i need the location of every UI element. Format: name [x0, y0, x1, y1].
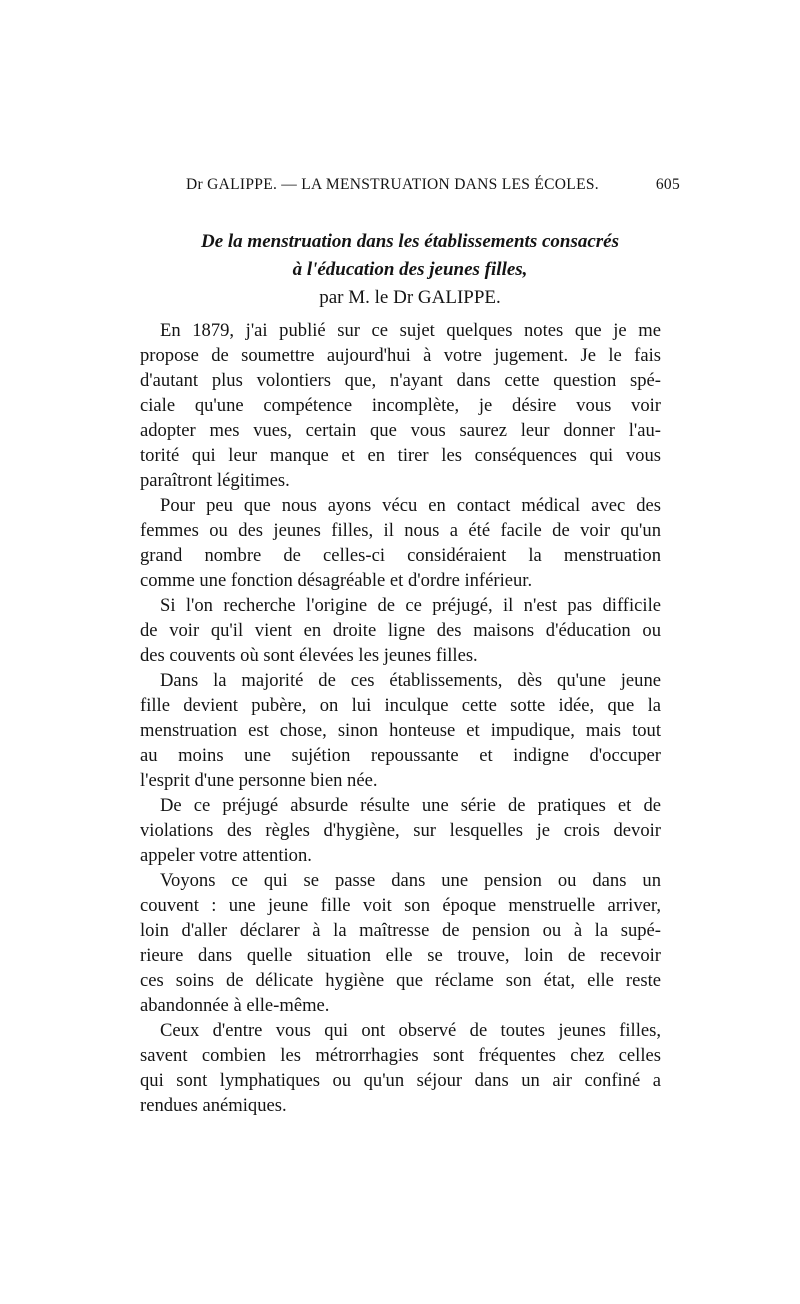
text-line: violations des règles d'hygiène, sur lesquelles je crois devoir — [140, 820, 661, 841]
text-line: savent combien les métrorrhagies sont fréquentes chez celles — [140, 1045, 661, 1066]
text-line: ciale qu'une compétence incomplète, je désire vous voir — [140, 395, 661, 416]
text-line: ces soins de délicate hygiène que réclame son état, elle reste — [140, 970, 661, 991]
paragraph-6 — [140, 868, 661, 1018]
article-title — [140, 228, 680, 284]
page-number: 605 — [655, 176, 680, 193]
text-line: de voir qu'il vient en droite ligne des maisons d'éducation ou — [140, 620, 661, 641]
text-line: abandonnée à elle-même. — [140, 995, 330, 1016]
text-line: l'esprit d'une personne bien née. — [140, 770, 378, 791]
text-line: comme une fonction désagréable et d'ordre inférieur. — [140, 570, 533, 591]
text-line: au moins une sujétion repoussante et indigne d'occuper — [140, 745, 661, 766]
text-line: adopter mes vues, certain que vous saurez leur donner l'au- — [140, 420, 661, 441]
article-title-line-1: De la menstruation dans les établissements consacrés — [200, 231, 620, 252]
text-line: d'autant plus volontiers que, n'ayant dans cette question spé- — [140, 370, 661, 391]
text-line: des couvents où sont élevées les jeunes filles. — [140, 645, 478, 666]
paragraph-5 — [140, 793, 661, 868]
text-line: En 1879, j'ai publié sur ce sujet quelques notes que je me — [160, 320, 661, 341]
paragraph-4 — [140, 668, 661, 793]
text-line: Voyons ce qui se passe dans une pension ou dans un — [160, 870, 661, 891]
text-line: femmes ou des jeunes filles, il nous a été facile de voir qu'un — [140, 520, 661, 541]
text-line: Ceux d'entre vous qui ont observé de toutes jeunes filles, — [160, 1020, 661, 1041]
paragraph-1 — [140, 318, 661, 493]
text-line: Si l'on recherche l'origine de ce préjugé, il n'est pas difficile — [160, 595, 661, 616]
text-line: qui sont lymphatiques ou qu'un séjour dans un air confiné a — [140, 1070, 661, 1091]
author-byline: par M. le Dr GALIPPE. — [319, 287, 501, 308]
text-line: loin d'aller déclarer à la maîtresse de pension ou à la supé- — [140, 920, 661, 941]
paragraph-7 — [140, 1018, 661, 1118]
paragraph-2 — [140, 493, 661, 593]
text-line: paraîtront légitimes. — [140, 470, 290, 491]
article-title-line-2: à l'éducation des jeunes filles, — [292, 259, 528, 280]
text-line: appeler votre attention. — [140, 845, 312, 866]
text-line: Pour peu que nous ayons vécu en contact médical avec des — [160, 495, 661, 516]
running-head-title: Dr GALIPPE. — LA MENSTRUATION DANS LES ÉCOLES. — [186, 176, 599, 193]
text-line: grand nombre de celles-ci considéraient la menstruation — [140, 545, 661, 566]
text-line: menstruation est chose, sinon honteuse et impudique, mais tout — [140, 720, 661, 741]
text-line: fille devient pubère, on lui inculque cette sotte idée, que la — [140, 695, 661, 716]
article-body — [140, 318, 661, 1118]
paragraph-3 — [140, 593, 661, 668]
running-head — [186, 176, 680, 200]
text-line: couvent : une jeune fille voit son époque menstruelle arriver, — [140, 895, 661, 916]
text-line: rendues anémiques. — [140, 1095, 287, 1116]
text-line: propose de soumettre aujourd'hui à votre jugement. Je le fais — [140, 345, 661, 366]
text-line: torité qui leur manque et en tirer les conséquences qui vous — [140, 445, 661, 466]
text-line: Dans la majorité de ces établissements, dès qu'une jeune — [160, 670, 661, 691]
text-line: rieure dans quelle situation elle se trouve, loin de recevoir — [140, 945, 661, 966]
text-line: De ce préjugé absurde résulte une série de pratiques et de — [160, 795, 661, 816]
